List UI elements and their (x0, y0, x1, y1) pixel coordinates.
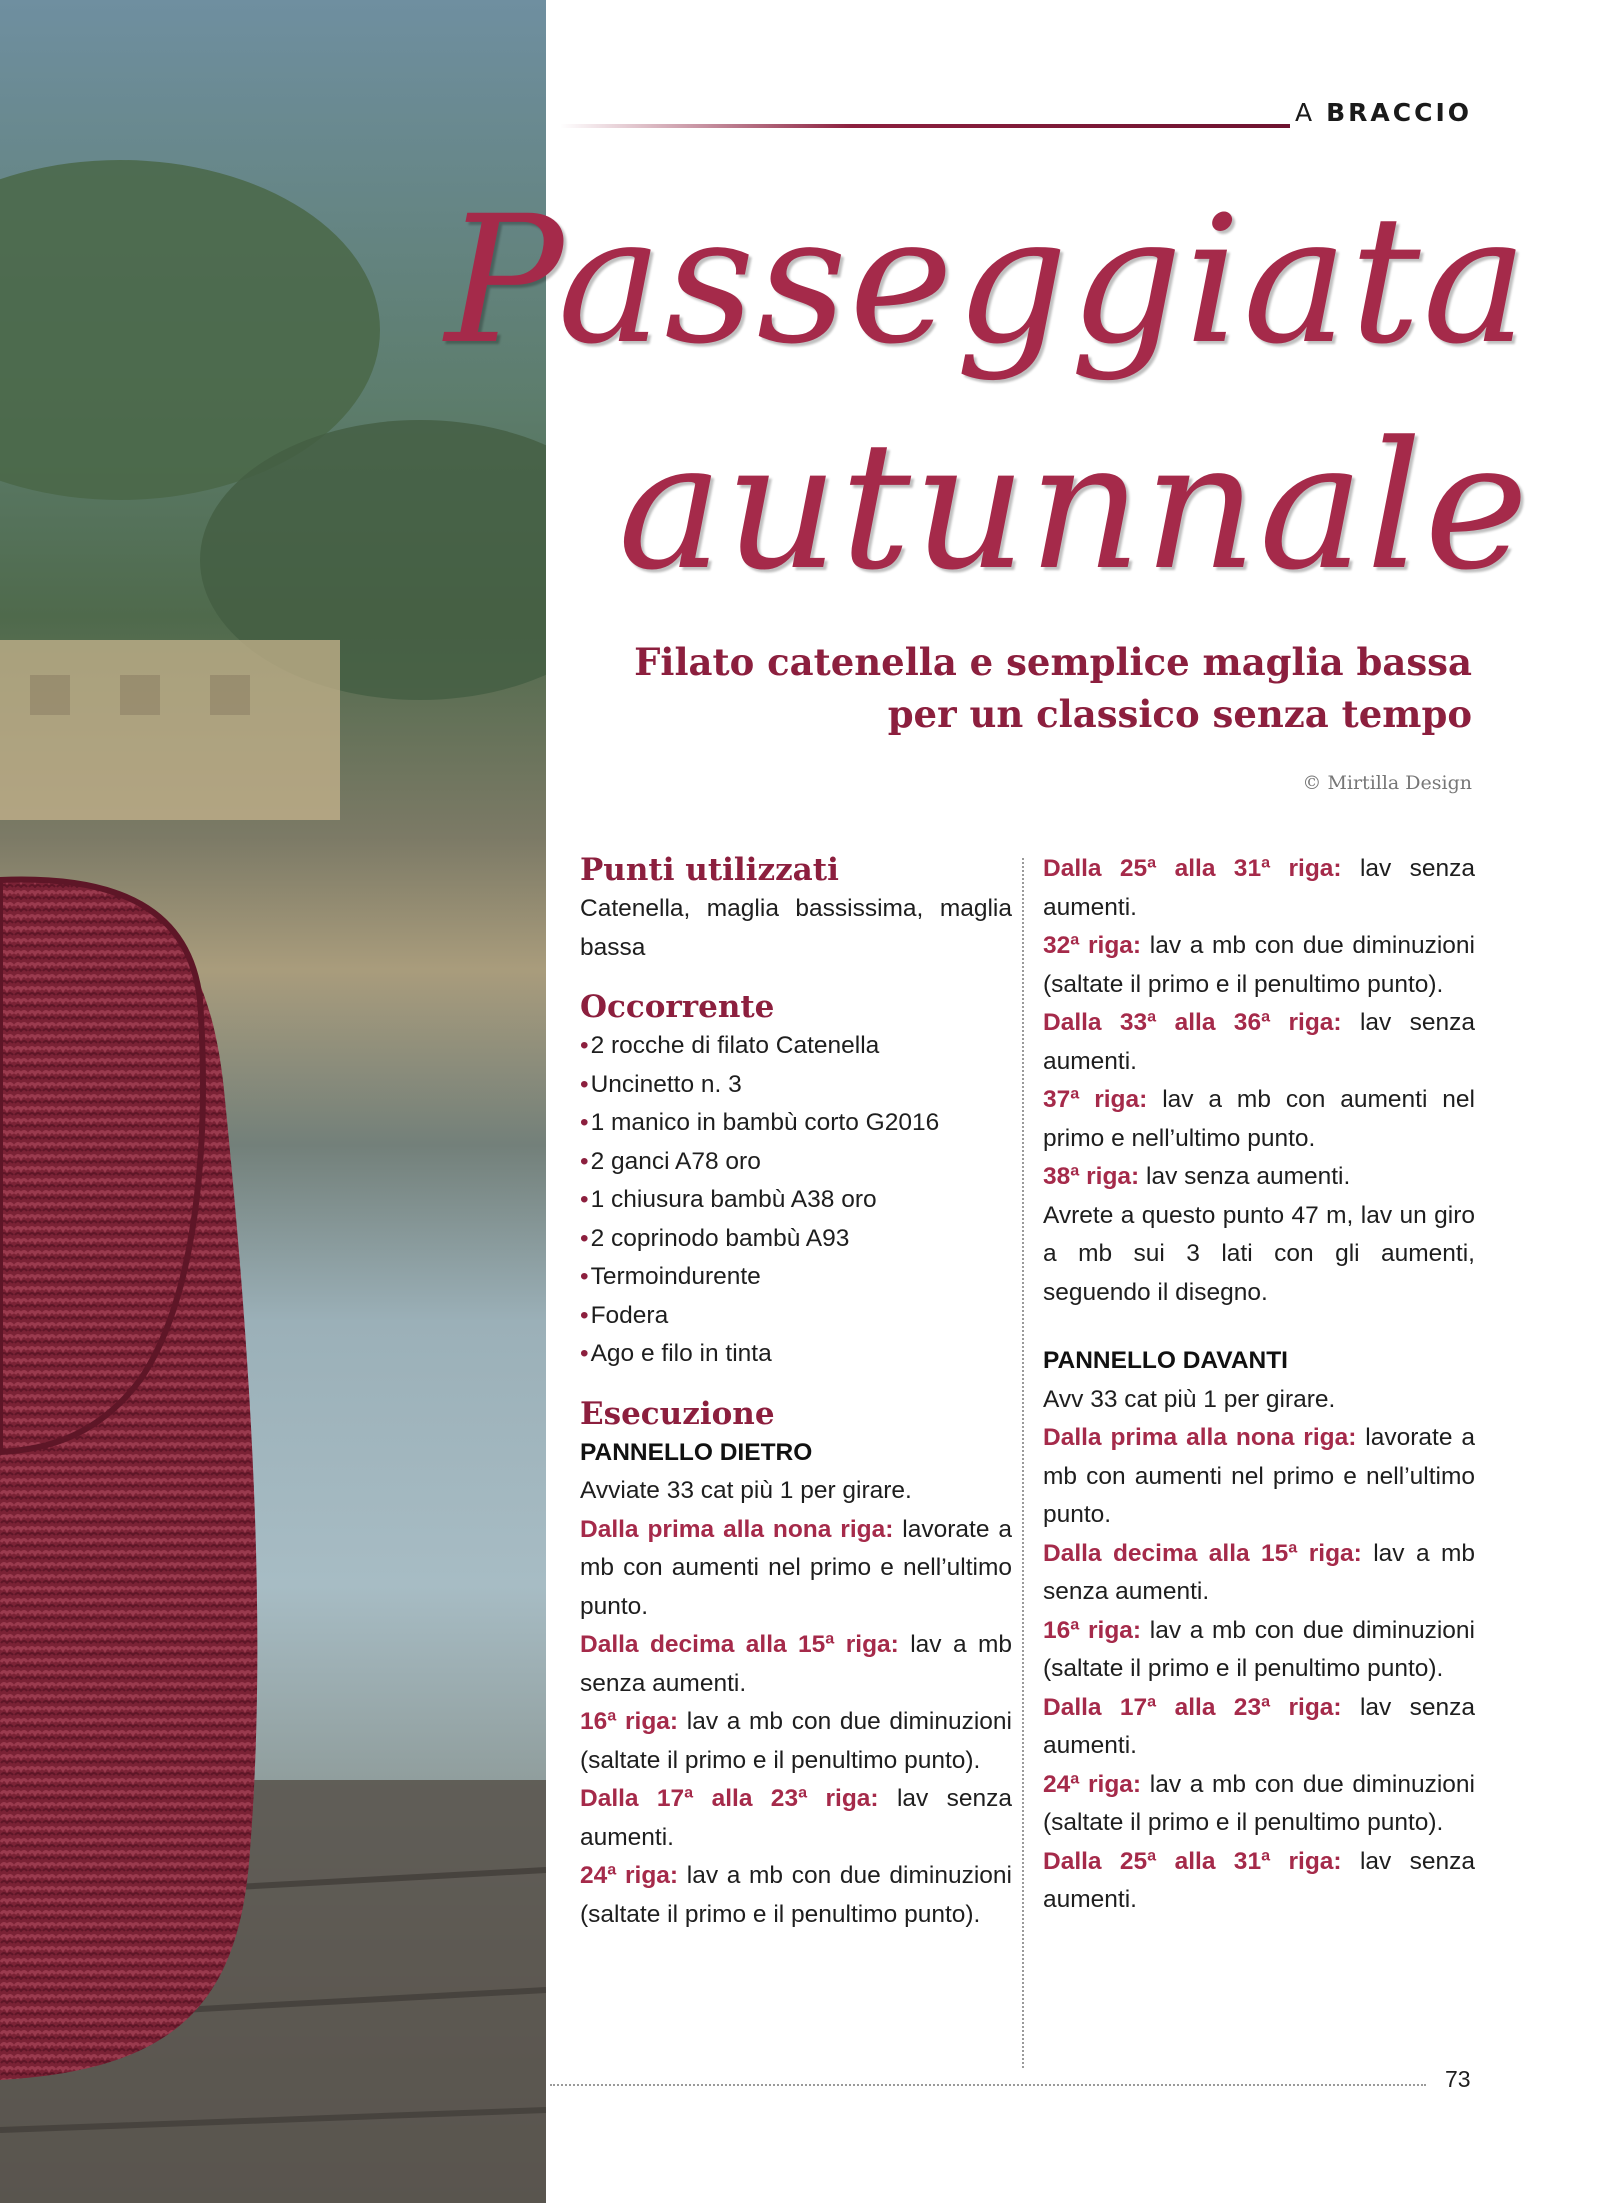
instruction-row: Dalla 33ª alla 36ª riga: lav senza aumenti. (1043, 1009, 1476, 1075)
instruction-row: 16ª riga: lav a mb con due diminuzioni (saltate il primo e il penultimo punto). (1043, 1616, 1475, 1682)
occorrente-heading: Occorrente (580, 989, 775, 1025)
subtitle (634, 636, 1472, 740)
list-item: • Ago e filo in tinta (580, 1335, 1012, 1374)
list-item: • 2 rocche di filato Catenella (580, 1027, 1012, 1066)
subtitle-line-1: Filato catenella e semplice maglia bassa (634, 640, 1472, 684)
instruction-row: 16ª riga: lav a mb con due diminuzioni (saltate il primo e il penultimo punto). (580, 1708, 1012, 1774)
list-item: • 1 chiusura bambù A38 oro (580, 1181, 1012, 1220)
instruction-row: Avviate 33 cat più 1 per girare. (580, 1477, 912, 1504)
list-item: • 2 coprinodo bambù A93 (580, 1220, 1012, 1259)
instruction-row: Dalla prima alla nona riga: lavorate a mb con aumenti nel primo e nell’ultimo punto. (1043, 1424, 1475, 1528)
section-label (1295, 98, 1472, 127)
instruction-row: Dalla decima alla 15ª riga: lav a mb senza aumenti. (1043, 1539, 1475, 1605)
instruction-row: Dalla 17ª alla 23ª riga: lav senza aumenti. (1043, 1693, 1476, 1759)
panel-dietro-title: PANNELLO DIETRO (580, 1438, 813, 1466)
title-line-1: Passeggiata (445, 178, 1530, 383)
punti-heading: Punti utilizzati (580, 852, 839, 888)
materials-list (580, 1027, 1012, 1374)
list-item: • 2 ganci A78 oro (580, 1143, 1012, 1182)
list-item: • 1 manico in bambù corto G2016 (580, 1104, 1012, 1143)
list-item: • Termoindurente (580, 1258, 1012, 1297)
instruction-row: Dalla decima alla 15ª riga: lav a mb senza aumenti. (580, 1631, 1012, 1697)
subtitle-line-2: per un classico senza tempo (887, 692, 1472, 736)
instruction-row: Avv 33 cat più 1 per girare. (1043, 1385, 1336, 1413)
instruction-row: Dalla 25ª alla 31ª riga: lav senza aumenti. (1043, 1847, 1476, 1913)
section-label-name: BRACCIO (1326, 98, 1472, 127)
section-label-prefix: A (1295, 98, 1316, 127)
instruction-row: Dalla 25ª alla 31ª riga: lav senza aumenti. (1043, 855, 1476, 921)
right-column (1043, 850, 1475, 1920)
instruction-row: Avrete a questo punto 47 m, lav un giro a mb sui 3 lati con gli aumenti, seguendo il disegno. (1043, 1201, 1475, 1306)
list-item: • Fodera (580, 1297, 1012, 1336)
instruction-row: 24ª riga: lav a mb con due diminuzioni (saltate il primo e il penultimo punto). (1043, 1770, 1475, 1836)
header-rule (560, 124, 1290, 128)
design-credit: © Mirtilla Design (1302, 772, 1472, 794)
page-number: 73 (1445, 2066, 1471, 2092)
instruction-row: 37ª riga: lav a mb con aumenti nel primo e nell’ultimo punto. (1043, 1086, 1475, 1152)
footer-rule (550, 2084, 1426, 2086)
left-column (580, 850, 1012, 1934)
instruction-row: Dalla prima alla nona riga: lavorate a mb con aumenti nel primo e nell’ultimo punto. (580, 1515, 1012, 1620)
list-item: • Uncinetto n. 3 (580, 1066, 1012, 1105)
punti-text: Catenella, maglia bassissima, maglia bassa (580, 895, 1012, 961)
instruction-row: 32ª riga: lav a mb con due diminuzioni (saltate il primo e il penultimo punto). (1043, 932, 1475, 998)
esecuzione-heading: Esecuzione (580, 1395, 775, 1432)
title-line-2: autunnale (618, 404, 1531, 609)
instruction-row: 38ª riga: lav senza aumenti. (1043, 1163, 1351, 1190)
instruction-row: 24ª riga: lav a mb con due diminuzioni (saltate il primo e il penultimo punto). (580, 1862, 1012, 1928)
column-divider (1022, 858, 1024, 2068)
instruction-row: Dalla 17ª alla 23ª riga: lav senza aumenti. (580, 1785, 1013, 1851)
panel-davanti-title: PANNELLO DAVANTI (1043, 1347, 1288, 1374)
